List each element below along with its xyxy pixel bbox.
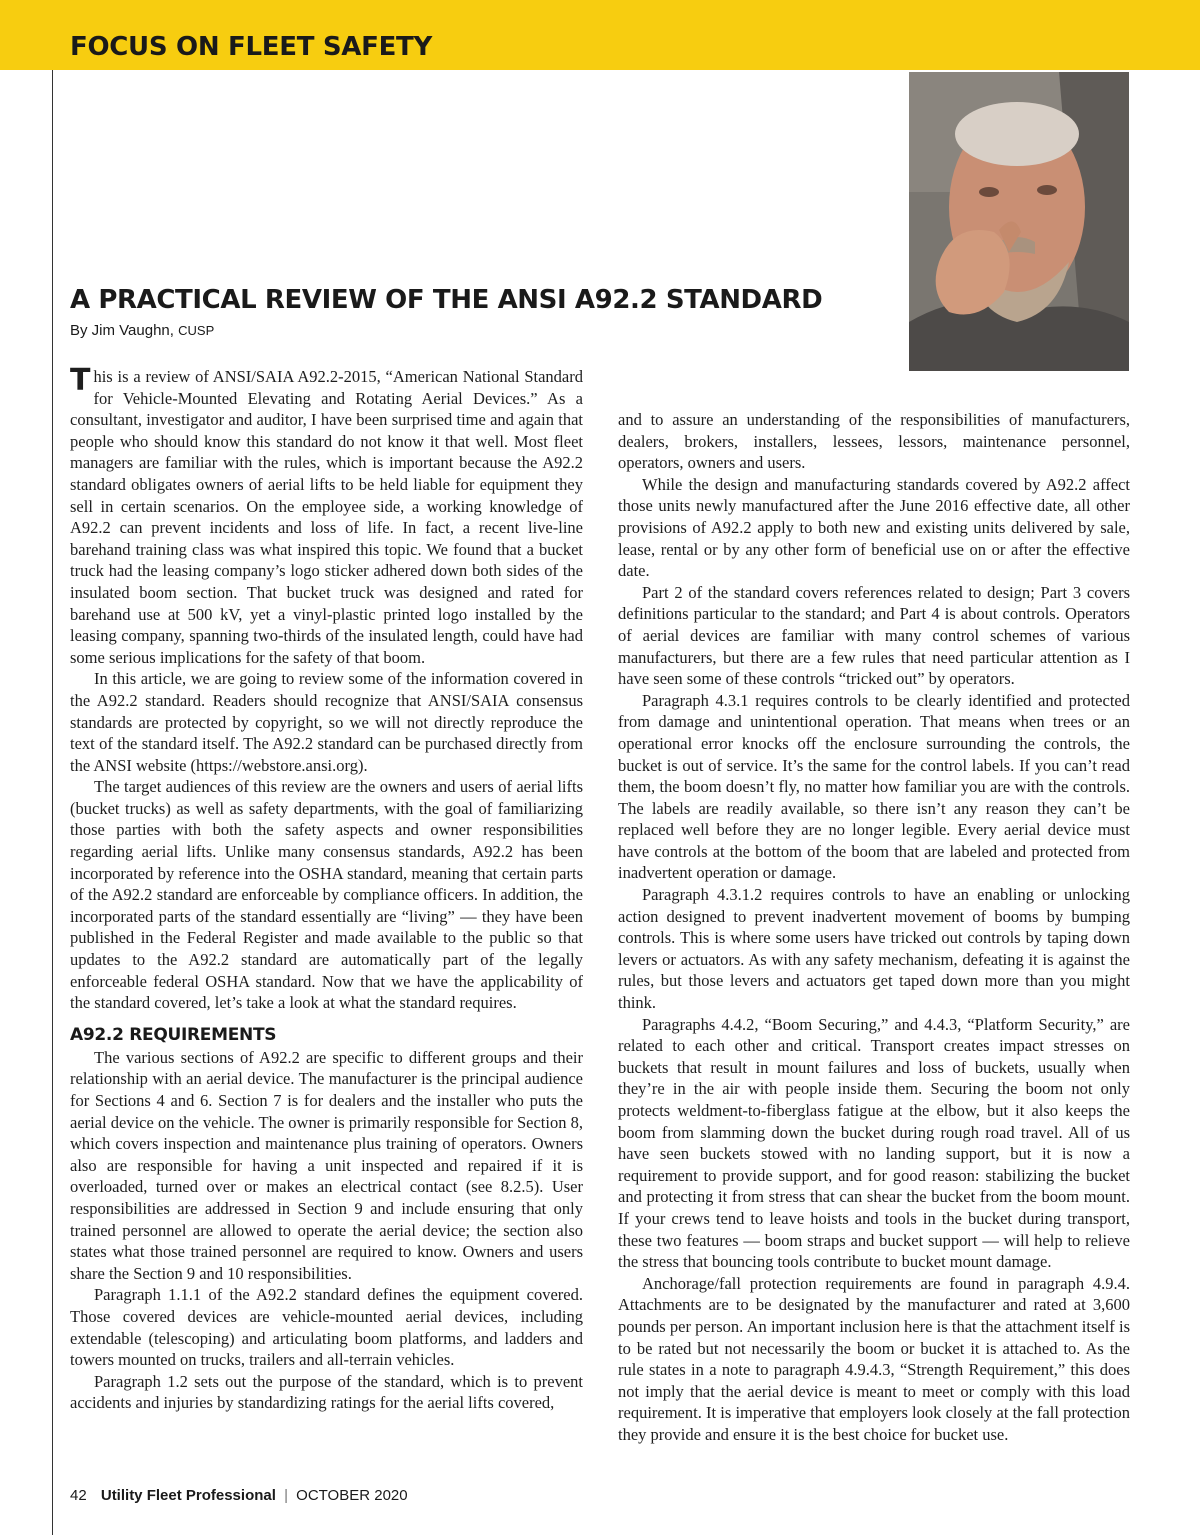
byline: [70, 321, 214, 341]
issue-date: OCTOBER 2020: [296, 1487, 408, 1504]
body-paragraph: The various sections of A92.2 are specific to different groups and their relationship with an aerial device. The manufacturer is the principal audience for Sections 4 and 6. Section 7 is for dealers and the installer who puts the aerial device on the vehicle. The owner is primarily responsible for Section 8, which covers inspection and maintenance plus training of operators. Owners also are responsible for having a unit inspected and repaired if it is overloaded, turned over or makes an electrical contact (see 8.2.5). User responsibilities are addressed in Section 9 and include ensuring that only trained personnel are allowed to operate the aerial device; the section also states what those trained personnel are required to know. Owners and users share the Section 9 and 10 responsibilities.: [70, 1047, 583, 1283]
article-title: A PRACTICAL REVIEW OF THE ANSI A92.2 STANDARD: [70, 285, 823, 315]
body-paragraph: Paragraph 1.2 sets out the purpose of the standard, which is to prevent accidents and injuries by standardizing ratings for the aerial lifts covered,: [70, 1371, 583, 1413]
author-photo: [909, 72, 1129, 371]
body-paragraph: Paragraph 4.3.1 requires controls to be clearly identified and protected from damage and unintentional operation. That means when trees or an operational error knocks off the enclosure surrounding the controls, the bucket is out of service. It’s the same for the control labels. If you can’t read them, the boom doesn’t fly, no matter how familiar you are with the controls. The labels are readily available, so there isn’t any reason they can’t be replaced well before they are no longer legible. Every aerial device must have controls at the bottom of the boom that are labeled and protected from inadvertent operation or damage.: [618, 690, 1130, 883]
body-paragraph: The target audiences of this review are the owners and users of aerial lifts (bucket trucks) as well as safety departments, with the goal of familiarizing those parties with both the safety aspects and owner responsibilities regarding aerial lifts. Unlike many consensus standards, A92.2 has been incorporated by reference into the OSHA standard, meaning that certain parts of the A92.2 standard are enforceable by compliance officers. In addition, the incorporated parts of the standard essentially are “living” — they have been published in the Federal Register and made available to the public so that updates to the A92.2 standard are automatically part of the legally enforceable federal OSHA standard. Now that we have the applicability of the standard covered, let’s take a look at what the standard requires.: [70, 777, 583, 1013]
page-footer: [70, 1486, 408, 1506]
right-column: [618, 409, 1130, 1446]
section-subhead: A92.2 REQUIREMENTS: [70, 1024, 277, 1045]
margin-rule: [52, 70, 53, 1535]
publication-name: Utility Fleet Professional: [100, 1487, 276, 1504]
body-paragraph: Anchorage/fall protection requirements are found in paragraph 4.9.4. Attachments are to be designated by the manufacturer and rated at 3,600 pounds per person. An important inclusion here is that the attachment itself is to be rated but not necessarily the boom or bucket it is attached to. As the rule states in a note to paragraph 4.9.4.3, “Strength Requirement,” this does not imply that the aerial device is meant to meet or comply with this load requirement. It is imperative that employers look closely at the fall protection they provide and ensure it is the best choice for bucket use.: [618, 1273, 1130, 1444]
footer-separator: |: [284, 1487, 288, 1504]
body-paragraph: [70, 363, 583, 668]
left-column: [70, 363, 583, 1414]
byline-author: By Jim Vaughn,: [70, 322, 174, 339]
body-paragraph: While the design and manufacturing standards covered by A92.2 affect those units newly manufactured after the June 2016 effective date, all other provisions of A92.2 apply to both new and existing units delivered by sale, lease, rental or by any other form of beneficial use on or after the effective date.: [618, 474, 1130, 581]
body-paragraph: and to assure an understanding of the responsibilities of manufacturers, dealers, brokers, installers, lessees, lessors, maintenance personnel, operators, owners and users.: [618, 410, 1130, 473]
drop-cap: T: [70, 363, 91, 398]
body-paragraph-text: his is a review of ANSI/SAIA A92.2-2015, “American National Standard for Vehicle-Mounted Elevating and Rotating Aerial Devices.” As a consultant, investigator and auditor, I have been surprised time and again that people who should know this standard do not know it that well. Most fleet managers are familiar with the rules, which is important because the A92.2 standard obligates owners of aerial lifts to be held liable for equipment they sell in certain scenarios. On the employee side, a working knowledge of A92.2 can prevent incidents and loss of life. In fact, a recent live-line barehand training class was what inspired this topic. We found that a bucket truck had the leasing company’s logo sticker adhered down both sides of the insulated boom section. That bucket truck was designed and rated for barehand use at 500 kV, yet a vinyl-plastic printed logo installed by the leasing company, spanning two-thirds of the insulated length, could have had some serious implications for the safety of that boom.: [70, 367, 583, 667]
section-label: FOCUS ON FLEET SAFETY: [70, 32, 433, 62]
body-paragraph: Paragraph 1.1.1 of the A92.2 standard defines the equipment covered. Those covered devices are vehicle-mounted aerial devices, including extendable (telescoping) and articulating boom platforms, and ladders and towers mounted on trucks, trailers and all-terrain vehicles.: [70, 1285, 583, 1370]
body-paragraph: Paragraphs 4.4.2, “Boom Securing,” and 4.4.3, “Platform Security,” are related to each other and critical. Transport creates impact stresses on buckets that result in mount failures and loss of buckets, usually when they’re in the air with people inside them. Securing the boom not only protects weldment-to-fiberglass fatigue at the elbow, but it also keeps the boom from slamming down the bucket during rough road travel. All of us have seen buckets stowed with no landing support, but it is now a requirement to provide support, and for good reason: stabilizing the bucket and protecting it from stress that can shear the bucket from the boom mount. If your crews tend to leave hoists and tools in the bucket during transport, these two features — boom straps and bucket support — will help to relieve the stress that bouncing tools contribute to bucket mount damage.: [618, 1014, 1130, 1272]
body-paragraph: Part 2 of the standard covers references related to design; Part 3 covers definitions particular to the standard; and Part 4 is about controls. Operators of aerial devices are familiar with many control schemes of various manufacturers, but there are a few rules that need particular attention as I have seen some of these controls “tricked out” by operators.: [618, 582, 1130, 689]
page-number: 42: [70, 1487, 87, 1504]
byline-credential: CUSP: [178, 323, 215, 338]
body-paragraph: In this article, we are going to review some of the information covered in the A92.2 standard. Readers should recognize that ANSI/SAIA consensus standards are protected by copyright, so we will not directly reproduce the text of the standard itself. The A92.2 standard can be purchased directly from the ANSI website (https://webstore.ansi.org).: [70, 669, 583, 775]
body-paragraph: Paragraph 4.3.1.2 requires controls to have an enabling or unlocking action designed to prevent inadvertent movement of booms by bumping controls. This is where some users have tricked out controls by taping down levers or actuators. As with any safety mechanism, defeating it is against the rules, but those levers and actuators get taped down more than you might think.: [618, 885, 1130, 1013]
